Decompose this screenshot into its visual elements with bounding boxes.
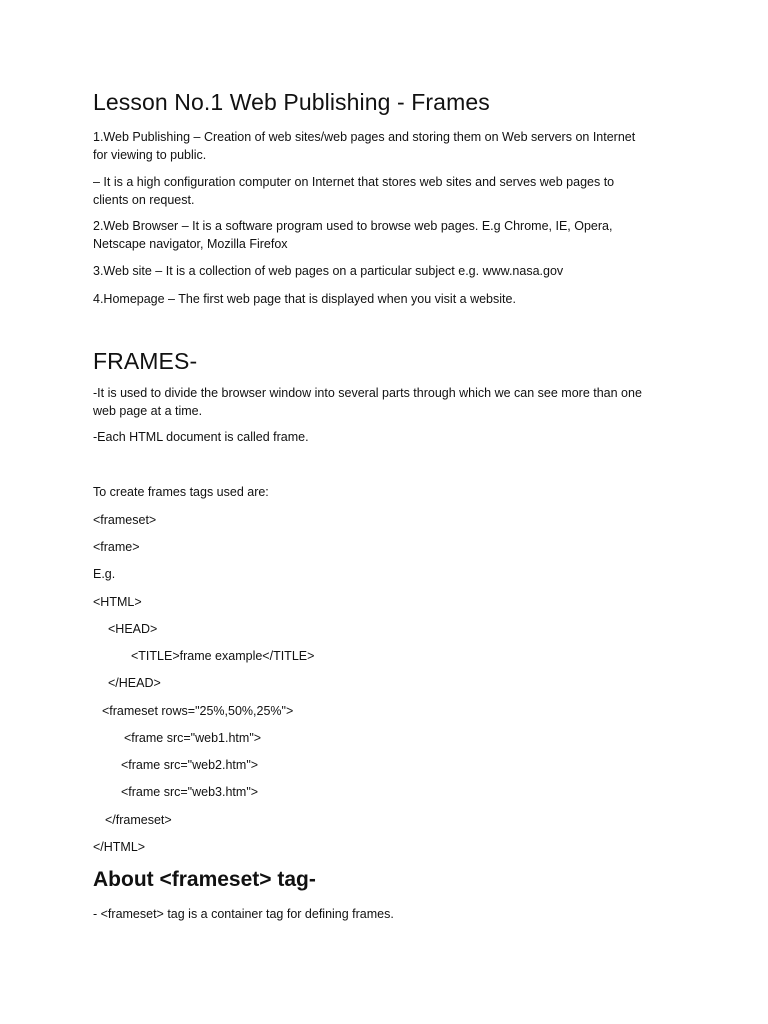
frames-point-document xyxy=(93,428,309,446)
frames-point-line: -Each HTML document is called frame. xyxy=(93,430,309,444)
about-frameset-heading: About <frameset> tag- xyxy=(93,868,316,891)
definition-line: clients on request. xyxy=(93,193,195,207)
definition-web-publishing xyxy=(93,128,635,164)
definition-line: 3.Web site – It is a collection of web pages on a particular subject e.g. www.nasa.gov xyxy=(93,264,564,278)
code-line: <frame src="web1.htm"> xyxy=(124,731,262,745)
definition-web-browser xyxy=(93,217,612,253)
code-line: </frameset> xyxy=(105,813,172,827)
definition-web-site xyxy=(93,262,563,280)
page-title: Lesson No.1 Web Publishing - Frames xyxy=(93,89,490,115)
frames-point-line: web page at a time. xyxy=(93,404,203,418)
tag-frameset: <frameset> xyxy=(93,513,157,527)
definition-web-server xyxy=(93,173,614,209)
tags-intro: To create frames tags used are: xyxy=(93,485,269,499)
code-line: <TITLE>frame example</TITLE> xyxy=(131,649,315,663)
definition-line: – It is a high configuration computer on Internet that stores web sites and serves web pages to xyxy=(93,175,615,189)
definition-line: 4.Homepage – The first web page that is displayed when you visit a website. xyxy=(93,292,516,306)
frames-point-divide xyxy=(93,384,642,420)
frames-point-line: -It is used to divide the browser window into several parts through which we can see more than one xyxy=(93,386,642,400)
example-label: E.g. xyxy=(93,567,116,581)
definition-homepage xyxy=(93,290,516,308)
code-line: </HTML> xyxy=(93,840,146,854)
code-line: <HTML> xyxy=(93,595,142,609)
tag-frame: <frame> xyxy=(93,540,140,554)
definition-line: 2.Web Browser – It is a software program used to browse web pages. E.g Chrome, IE, Opera, xyxy=(93,219,613,233)
code-line: </HEAD> xyxy=(108,676,161,690)
definition-line: for viewing to public. xyxy=(93,148,207,162)
frames-heading: FRAMES- xyxy=(93,348,198,374)
code-line: <frame src="web2.htm"> xyxy=(121,758,259,772)
definition-line: 1.Web Publishing – Creation of web sites/web pages and storing them on Web servers on Internet xyxy=(93,130,636,144)
code-line: <HEAD> xyxy=(108,622,158,636)
definition-line: Netscape navigator, Mozilla Firefox xyxy=(93,237,288,251)
about-frameset-text: - <frameset> tag is a container tag for defining frames. xyxy=(93,907,394,921)
code-line: <frameset rows="25%,50%,25%"> xyxy=(102,704,294,718)
code-line: <frame src="web3.htm"> xyxy=(121,785,259,799)
